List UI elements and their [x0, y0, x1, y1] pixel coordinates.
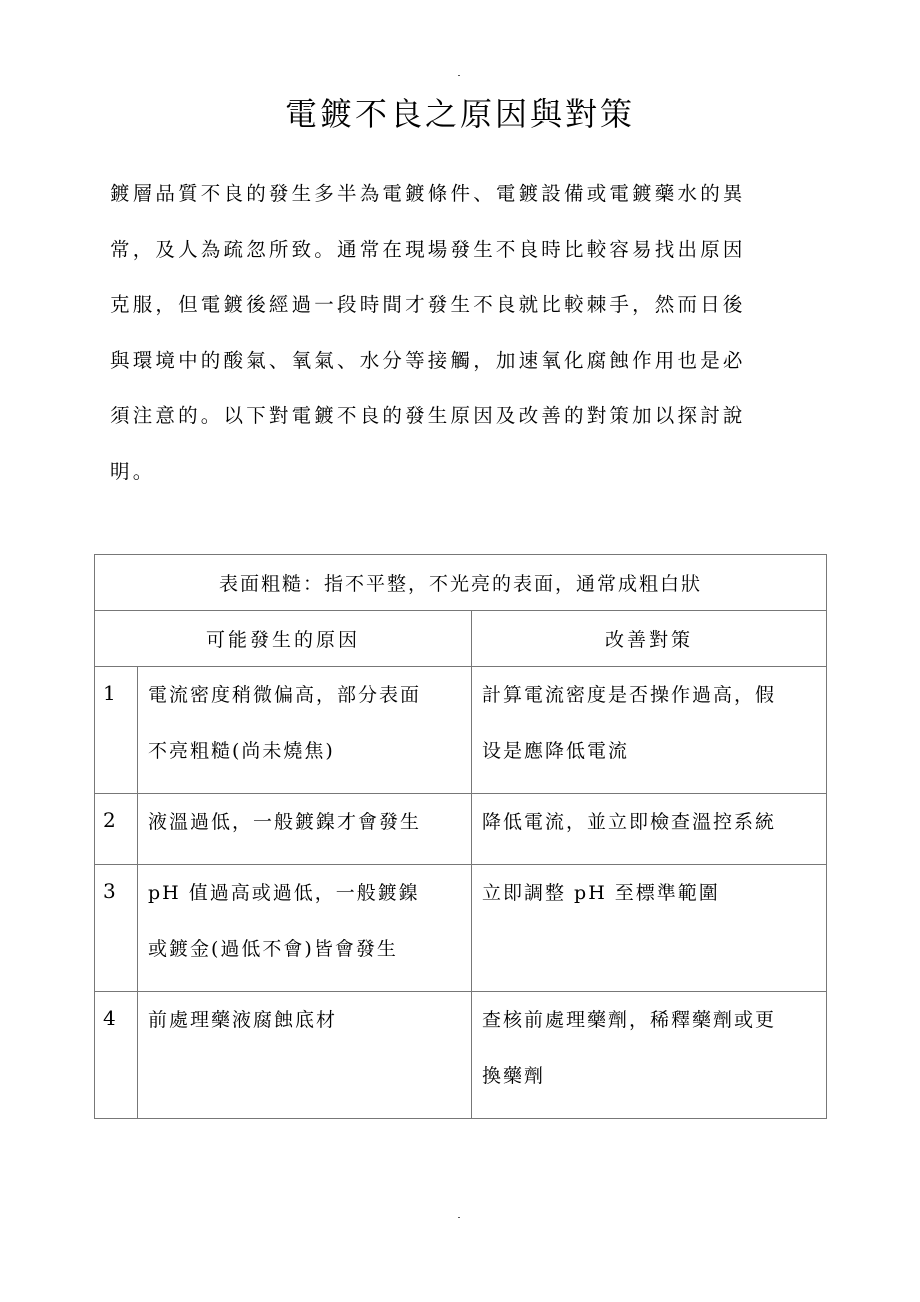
intro-line: 明。 [110, 459, 156, 483]
intro-paragraph [110, 166, 810, 499]
table-column-header-row [95, 611, 827, 667]
table-row [95, 865, 827, 992]
solution-text: 降低電流，並立即檢查溫控系統 [482, 811, 777, 833]
solution-cell [472, 794, 827, 865]
row-number: 3 [95, 865, 138, 992]
solution-text: 立即調整 pH 至標準範圍 [482, 882, 720, 904]
intro-line: 須注意的。以下對電鍍不良的發生原因及改善的對策加以探討說 [110, 404, 746, 427]
row-number: 2 [95, 794, 138, 865]
solution-cell [472, 865, 827, 992]
table-heading-row [95, 555, 827, 611]
table-row [95, 794, 827, 865]
solution-text: 设是應降低電流 [482, 740, 630, 762]
cause-cell [138, 794, 472, 865]
table-heading: 表面粗糙：指不平整，不光亮的表面，通常成粗白狀 [95, 555, 827, 611]
cause-text: 電流密度稍微偏高，部分表面 [148, 684, 422, 706]
intro-line: 鍍層品質不良的發生多半為電鍍條件、電鍍設備或電鍍藥水的異 [110, 182, 746, 205]
cause-text: 前處理藥液腐蝕底材 [148, 1009, 338, 1031]
solution-cell [472, 667, 827, 794]
solution-cell [472, 992, 827, 1119]
cause-text: pH 值過高或過低，一般鍍鎳 [148, 882, 420, 904]
table-row [95, 667, 827, 794]
table-row [95, 992, 827, 1119]
row-number: 1 [95, 667, 138, 794]
page-marker-bottom [458, 1217, 460, 1218]
column-header-cause: 可能發生的原因 [95, 611, 472, 667]
solution-text: 計算電流密度是否操作過高，假 [482, 684, 777, 706]
cause-cell [138, 865, 472, 992]
cause-cell [138, 992, 472, 1119]
solution-text: 換藥劑 [482, 1065, 546, 1087]
intro-line: 常，及人為疏忽所致。通常在現場發生不良時比較容易找出原因 [110, 237, 746, 261]
row-number: 4 [95, 992, 138, 1119]
cause-cell [138, 667, 472, 794]
cause-text: 或鍍金(過低不會)皆會發生 [148, 938, 398, 960]
cause-text: 不亮粗糙(尚未燒焦) [148, 740, 335, 762]
cause-solution-table [94, 554, 827, 1119]
cause-text: 液溫過低，一般鍍鎳才會發生 [148, 811, 422, 833]
solution-text: 查核前處理藥劑，稀釋藥劑或更 [482, 1009, 777, 1031]
document-title: 電鍍不良之原因與對策 [284, 95, 635, 133]
column-header-solution: 改善對策 [472, 611, 827, 667]
page-marker-top [458, 75, 460, 76]
intro-line: 與環境中的酸氣、氧氣、水分等接觸，加速氧化腐蝕作用也是必 [110, 348, 746, 372]
intro-line: 克服，但電鍍後經過一段時間才發生不良就比較棘手，然而日後 [110, 293, 746, 316]
